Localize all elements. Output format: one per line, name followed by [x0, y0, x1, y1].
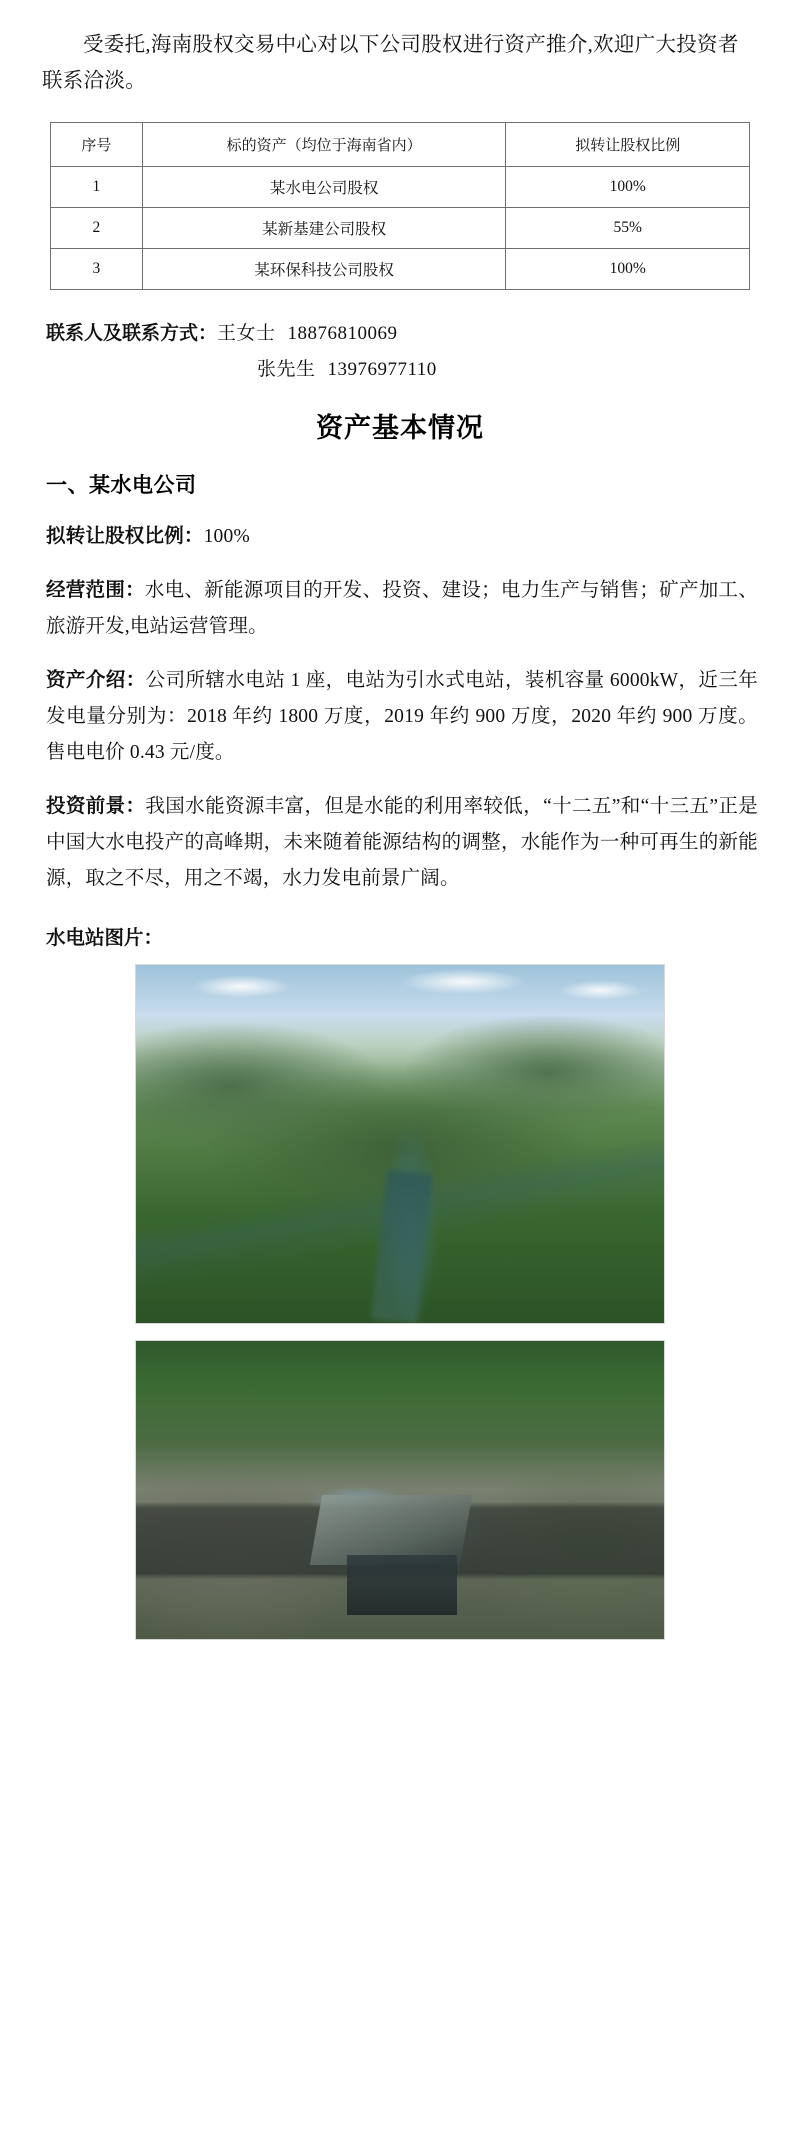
cell-index: 3: [51, 248, 143, 289]
hydropower-valley-photo: [135, 964, 665, 1324]
contact-name-2: 张先生: [257, 358, 316, 380]
table-row: [51, 207, 750, 248]
table-body: [51, 166, 750, 289]
paragraph-equity-ratio: [42, 519, 758, 555]
table-row: [51, 248, 750, 289]
cell-index: 1: [51, 166, 143, 207]
cell-asset: 某新基建公司股权: [142, 207, 506, 248]
cell-index: 2: [51, 207, 143, 248]
paragraph-lead: 拟转让股权比例：: [46, 525, 204, 547]
cell-ratio: 100%: [506, 166, 750, 207]
paragraph-investment-outlook: [42, 789, 758, 897]
cell-ratio: 100%: [506, 248, 750, 289]
contacts-block: [42, 316, 758, 388]
hydropower-plant-photo: [135, 1340, 665, 1640]
paragraph-text: 公司所辖水电站 1 座，电站为引水式电站，装机容量 6000kW，近三年发电量分别为：2018 年约 1800 万度，2019 年约 900 万度，2020 年约 900 万度。售电电价 0.43 元/度。: [46, 670, 758, 764]
page-title: 资产基本情况: [316, 412, 484, 443]
table-header-ratio: 拟转让股权比例: [506, 122, 750, 166]
table-header: [51, 122, 750, 166]
paragraph-text: 100%: [203, 525, 250, 547]
table-row: [51, 166, 750, 207]
contact-line-first: [42, 316, 758, 352]
table-header-index: 序号: [51, 122, 143, 166]
paragraph-asset-intro: [42, 663, 758, 771]
asset-table: [50, 122, 750, 290]
paragraph-business-scope: [42, 573, 758, 645]
paragraph-lead: 经营范围：: [46, 580, 145, 601]
cell-asset: 某环保科技公司股权: [142, 248, 506, 289]
section-heading: 一、某水电公司: [46, 472, 197, 497]
contact-phone-2: 13976977110: [327, 358, 437, 380]
contacts-label: 联系人及联系方式：: [46, 322, 218, 344]
table-header-asset: 标的资产（均位于海南省内）: [142, 122, 506, 166]
cell-ratio: 55%: [506, 207, 750, 248]
intro-paragraph: 受委托,海南股权交易中心对以下公司股权进行资产推介,欢迎广大投资者联系洽淡。: [42, 34, 739, 92]
paragraph-text: 我国水能资源丰富，但是水能的利用率较低，“十二五”和“十三五”正是中国大水电投产的高峰期，未来随着能源结构的调整，水能作为一种可再生的新能源，取之不尽，用之不竭，水力发电前景广阔。: [46, 796, 758, 890]
paragraph-text: 水电、新能源项目的开发、投资、建设；电力生产与销售；矿产加工、旅游开发,电站运营管理。: [46, 580, 758, 638]
contact-line-second: [42, 352, 758, 388]
paragraph-lead: 投资前景：: [46, 796, 146, 818]
cell-asset: 某水电公司股权: [142, 166, 506, 207]
paragraph-lead: 资产介绍：: [46, 670, 146, 692]
photos-label: 水电站图片：: [46, 927, 164, 949]
table-header-row: [51, 122, 750, 166]
contact-name-1: 王女士: [217, 322, 276, 344]
contact-phone-1: 18876810069: [287, 322, 398, 344]
